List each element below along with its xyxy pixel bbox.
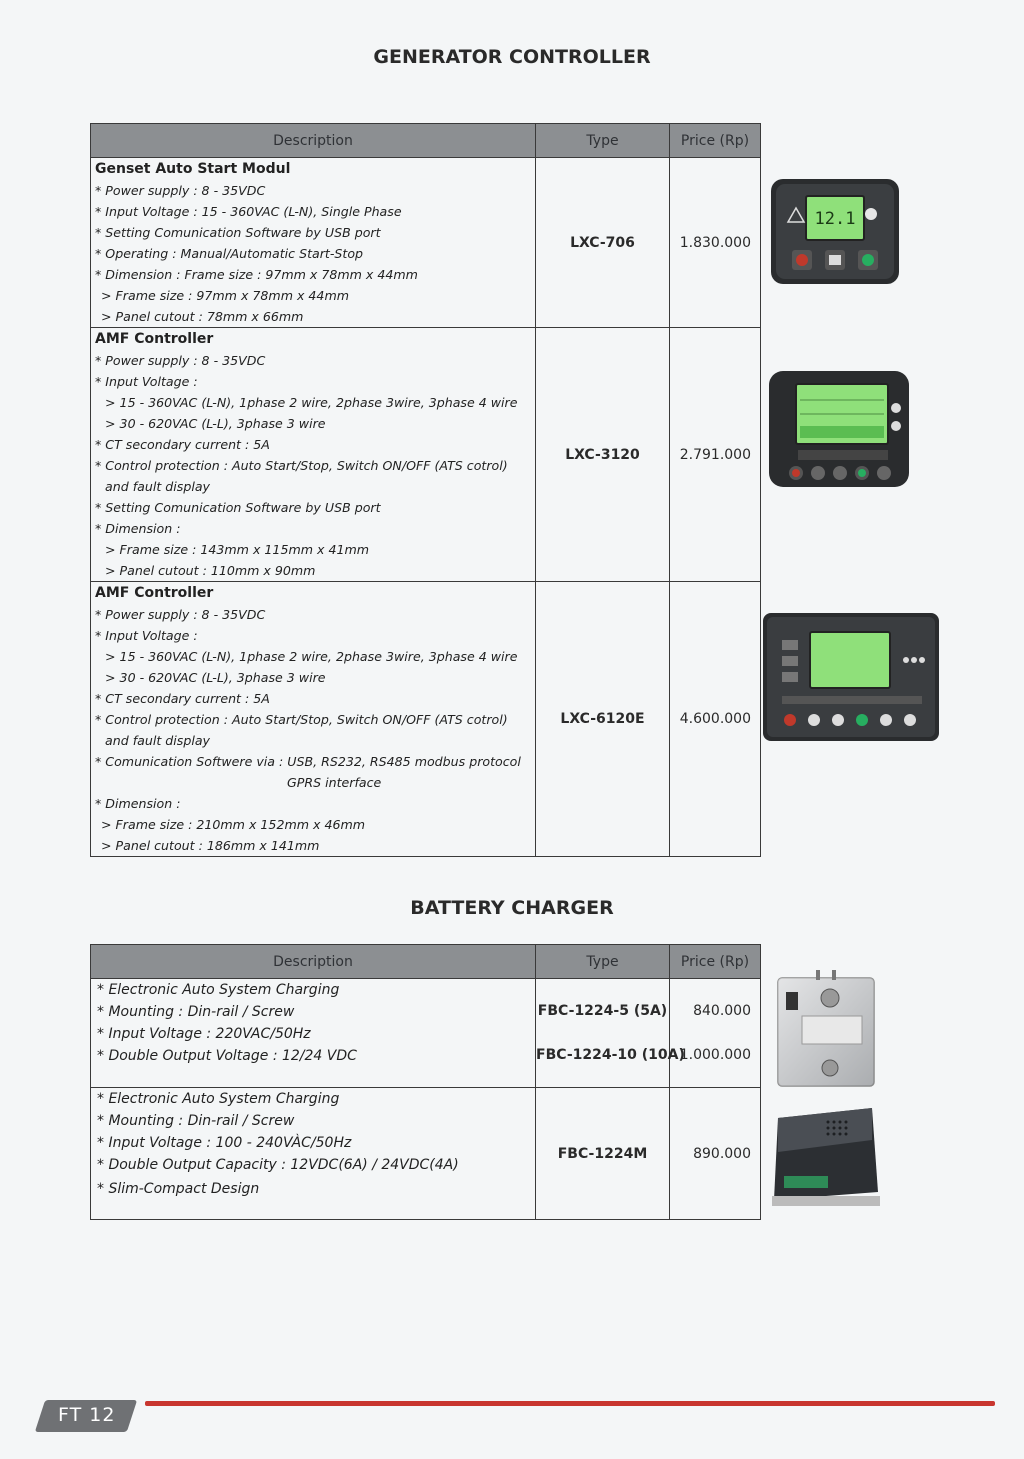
row-description — [91, 582, 536, 857]
header-price: Price (Rp) — [670, 124, 761, 158]
price-variant: 1.000.000 — [679, 1047, 751, 1063]
spec-line: * Electronic Auto System Charging — [97, 982, 340, 998]
spec-line: > 30 - 620VAC (L-L), 3phase 3 wire — [105, 416, 326, 431]
header-type: Type — [536, 124, 670, 158]
header-description: Description — [91, 945, 536, 979]
spec-line: > Panel cutout : 110mm x 90mm — [105, 563, 316, 578]
product-name: Genset Auto Start Modul — [95, 161, 291, 177]
spec-line: * Mounting : Din-rail / Screw — [97, 1004, 295, 1020]
product-price: 2.791.000 — [670, 328, 761, 582]
product-type: LXC-3120 — [536, 328, 670, 582]
spec-line: * Power supply : 8 - 35VDC — [95, 183, 266, 198]
spec-line: and fault display — [105, 479, 210, 494]
row-description — [91, 979, 536, 1088]
spec-line: * Mounting : Din-rail / Screw — [97, 1113, 295, 1129]
table-row — [91, 582, 761, 857]
fbc-1224m-charger-image — [768, 1100, 882, 1212]
spec-line: * Input Voltage : 100 - 240VÀC/50Hz — [97, 1135, 352, 1151]
spec-line: * Power supply : 8 - 35VDC — [95, 607, 266, 622]
spec-line: > 30 - 620VAC (L-L), 3phase 3 wire — [105, 670, 326, 685]
price-variant: 840.000 — [693, 1003, 751, 1019]
table-row — [91, 328, 761, 582]
header-price: Price (Rp) — [670, 945, 761, 979]
table-row — [91, 158, 761, 328]
spec-line: * Double Output Voltage : 12/24 VDC — [97, 1048, 357, 1064]
header-description: Description — [91, 124, 536, 158]
product-type: LXC-706 — [536, 158, 670, 328]
spec-line: * Power supply : 8 - 35VDC — [95, 353, 266, 368]
product-type: FBC-1224M — [536, 1088, 670, 1220]
lxc-706-controller-image — [770, 178, 900, 285]
spec-line: and fault display — [105, 733, 210, 748]
product-price: 1.830.000 — [670, 158, 761, 328]
lxc-6120e-controller-image — [762, 612, 940, 742]
product-price — [670, 979, 761, 1088]
spec-line: * CT secondary current : 5A — [95, 437, 270, 452]
spec-line: * Input Voltage : 220VAC/50Hz — [97, 1026, 311, 1042]
fbc-1224-charger-image — [772, 968, 880, 1090]
spec-line: * Control protection : Auto Start/Stop, Switch ON/OFF (ATS cotrol) — [95, 458, 508, 473]
product-type: LXC-6120E — [536, 582, 670, 857]
battery-section-title: BATTERY CHARGER — [410, 897, 614, 919]
type-variant: FBC-1224-10 (10A) — [536, 1047, 685, 1063]
spec-line: > Frame size : 210mm x 152mm x 46mm — [101, 817, 366, 832]
spec-line: * Slim-Compact Design — [97, 1181, 260, 1197]
spec-line: * Operating : Manual/Automatic Start-Stop — [95, 246, 364, 261]
row-description — [91, 158, 536, 328]
row-description — [91, 1088, 536, 1220]
spec-line: * Setting Comunication Software by USB port — [95, 225, 381, 240]
spec-line: * Input Voltage : — [95, 628, 198, 643]
generator-controller-table — [90, 123, 761, 857]
spec-line: GPRS interface — [287, 775, 382, 790]
spec-line: * CT secondary current : 5A — [95, 691, 270, 706]
spec-line: > Panel cutout : 78mm x 66mm — [101, 309, 304, 324]
product-name: AMF Controller — [95, 585, 214, 601]
table-header-row — [91, 124, 761, 158]
header-type: Type — [536, 945, 670, 979]
spec-line: > 15 - 360VAC (L-N), 1phase 2 wire, 2phase 3wire, 3phase 4 wire — [105, 649, 518, 664]
lxc-3120-controller-image — [768, 370, 910, 488]
spec-line: * Comunication Softwere via : USB, RS232, RS485 modbus protocol — [95, 754, 521, 769]
product-price: 4.600.000 — [670, 582, 761, 857]
spec-line: > 15 - 360VAC (L-N), 1phase 2 wire, 2phase 3wire, 3phase 4 wire — [105, 395, 518, 410]
table-header-row — [91, 945, 761, 979]
footer-accent-line — [145, 1401, 995, 1406]
type-variant: FBC-1224-5 (5A) — [537, 1003, 668, 1019]
spec-line: > Panel cutout : 186mm x 141mm — [101, 838, 320, 853]
spec-line: > Frame size : 143mm x 115mm x 41mm — [105, 542, 370, 557]
spec-line: > Frame size : 97mm x 78mm x 44mm — [101, 288, 349, 303]
page-number: FT 12 — [58, 1404, 116, 1426]
table-row — [91, 979, 761, 1088]
spec-line: * Input Voltage : 15 - 360VAC (L-N), Single Phase — [95, 204, 402, 219]
spec-line: * Electronic Auto System Charging — [97, 1091, 340, 1107]
row-description — [91, 328, 536, 582]
table-row — [91, 1088, 761, 1220]
spec-line: * Dimension : — [95, 796, 181, 811]
product-type — [536, 979, 685, 1088]
product-price: 890.000 — [670, 1088, 761, 1220]
product-name: AMF Controller — [95, 331, 214, 347]
spec-line: * Dimension : — [95, 521, 181, 536]
spec-line: * Control protection : Auto Start/Stop, Switch ON/OFF (ATS cotrol) — [95, 712, 508, 727]
spec-line: * Double Output Capacity : 12VDC(6A) / 24VDC(4A) — [97, 1157, 459, 1173]
generator-section-title: GENERATOR CONTROLLER — [373, 46, 651, 68]
spec-line: * Setting Comunication Software by USB port — [95, 500, 381, 515]
lcd-reading: 12.1 — [814, 209, 856, 229]
spec-line: * Input Voltage : — [95, 374, 198, 389]
battery-charger-table — [90, 944, 761, 1220]
spec-line: * Dimension : Frame size : 97mm x 78mm x 44mm — [95, 267, 418, 282]
